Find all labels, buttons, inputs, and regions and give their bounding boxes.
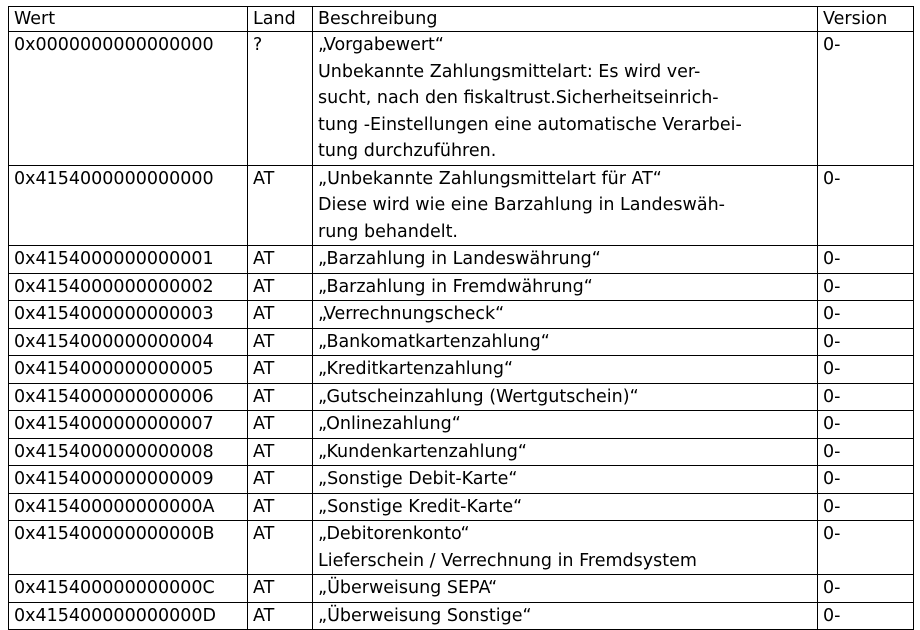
table-row bbox=[9, 273, 914, 301]
cell-wert: 0x4154000000000004 bbox=[9, 328, 248, 356]
cell-version: 0- bbox=[818, 273, 914, 301]
table-row bbox=[9, 165, 914, 246]
description-line: tung -Einstellungen eine automatische Verarbei- bbox=[318, 114, 742, 135]
cell-land: AT bbox=[248, 602, 313, 630]
cell-version: 0- bbox=[818, 466, 914, 494]
cell-land: AT bbox=[248, 575, 313, 603]
description-line: tung durchzuführen. bbox=[318, 141, 497, 161]
cell-land: AT bbox=[248, 328, 313, 356]
description-line: Diese wird wie eine Barzahlung in Landeswäh- bbox=[318, 195, 725, 215]
cell-wert: 0x0000000000000000 bbox=[9, 32, 248, 166]
description-line: „Bankomatkartenzahlung“ bbox=[318, 331, 550, 352]
cell-land: AT bbox=[248, 246, 313, 274]
description-line: „Verrechnungscheck“ bbox=[318, 304, 505, 324]
table-row bbox=[9, 575, 914, 603]
cell-beschreibung bbox=[313, 246, 818, 274]
description-line: „Vorgabewert“ bbox=[318, 35, 444, 55]
cell-land: AT bbox=[248, 383, 313, 411]
cell-wert: 0x4154000000000007 bbox=[9, 411, 248, 439]
table-row bbox=[9, 356, 914, 384]
column-header-beschreibung: Beschreibung bbox=[313, 7, 818, 32]
description-line: „Überweisung Sonstige“ bbox=[318, 605, 532, 626]
table-row bbox=[9, 602, 914, 630]
cell-beschreibung bbox=[313, 602, 818, 630]
cell-wert: 0x4154000000000000 bbox=[9, 165, 248, 246]
description-line: „Kundenkartenzahlung“ bbox=[318, 441, 527, 462]
cell-wert: 0x415400000000000A bbox=[9, 493, 248, 521]
cell-land: AT bbox=[248, 493, 313, 521]
table-row bbox=[9, 493, 914, 521]
description-line: Unbekannte Zahlungsmittelart: Es wird ver- bbox=[318, 61, 701, 82]
cell-land: AT bbox=[248, 438, 313, 466]
cell-beschreibung bbox=[313, 301, 818, 329]
cell-beschreibung bbox=[313, 575, 818, 603]
cell-land: AT bbox=[248, 301, 313, 329]
description-line: „Barzahlung in Fremdwährung“ bbox=[318, 276, 593, 297]
table-body bbox=[9, 32, 914, 630]
cell-version: 0- bbox=[818, 32, 914, 166]
column-header-wert: Wert bbox=[9, 7, 248, 32]
cell-land: AT bbox=[248, 165, 313, 246]
table-row bbox=[9, 383, 914, 411]
description-line: „Barzahlung in Landeswährung“ bbox=[318, 249, 601, 269]
cell-land: ? bbox=[248, 32, 313, 166]
cell-land: AT bbox=[248, 356, 313, 384]
cell-beschreibung bbox=[313, 273, 818, 301]
description-line: Lieferschein / Verrechnung in Fremdsystem bbox=[318, 550, 697, 571]
cell-version: 0- bbox=[818, 328, 914, 356]
cell-wert: 0x4154000000000005 bbox=[9, 356, 248, 384]
cell-version: 0- bbox=[818, 411, 914, 439]
description-line: „Sonstige Debit-Karte“ bbox=[318, 469, 518, 489]
cell-beschreibung bbox=[313, 165, 818, 246]
cell-version: 0- bbox=[818, 575, 914, 603]
description-line: „Unbekannte Zahlungsmittelart für AT“ bbox=[318, 168, 662, 189]
description-line: sucht, nach den fiskaltrust.Sicherheitseinrich- bbox=[318, 88, 719, 108]
description-line: rung behandelt. bbox=[318, 221, 458, 242]
description-line: „Onlinezahlung“ bbox=[318, 414, 461, 434]
cell-version: 0- bbox=[818, 165, 914, 246]
cell-version: 0- bbox=[818, 383, 914, 411]
cell-wert: 0x4154000000000001 bbox=[9, 246, 248, 274]
description-line: „Sonstige Kredit-Karte“ bbox=[318, 496, 523, 517]
cell-version: 0- bbox=[818, 521, 914, 575]
table-row bbox=[9, 466, 914, 494]
description-line: „Gutscheinzahlung (Wertgutschein)“ bbox=[318, 386, 639, 407]
description-line: „Kreditkartenzahlung“ bbox=[318, 359, 514, 379]
cell-version: 0- bbox=[818, 602, 914, 630]
cell-beschreibung bbox=[313, 356, 818, 384]
table-header-row bbox=[9, 7, 914, 32]
column-header-version: Version bbox=[818, 7, 914, 32]
cell-version: 0- bbox=[818, 301, 914, 329]
payment-type-table bbox=[8, 6, 914, 630]
table-row bbox=[9, 411, 914, 439]
table-row bbox=[9, 32, 914, 166]
cell-wert: 0x415400000000000D bbox=[9, 602, 248, 630]
cell-version: 0- bbox=[818, 438, 914, 466]
cell-beschreibung bbox=[313, 32, 818, 166]
cell-wert: 0x415400000000000C bbox=[9, 575, 248, 603]
cell-beschreibung bbox=[313, 521, 818, 575]
cell-version: 0- bbox=[818, 246, 914, 274]
cell-wert: 0x4154000000000002 bbox=[9, 273, 248, 301]
cell-version: 0- bbox=[818, 493, 914, 521]
description-line: „Überweisung SEPA“ bbox=[318, 578, 498, 598]
cell-land: AT bbox=[248, 411, 313, 439]
cell-wert: 0x4154000000000009 bbox=[9, 466, 248, 494]
table-row bbox=[9, 521, 914, 575]
cell-wert: 0x4154000000000008 bbox=[9, 438, 248, 466]
table-row bbox=[9, 438, 914, 466]
cell-wert: 0x415400000000000B bbox=[9, 521, 248, 575]
cell-land: AT bbox=[248, 273, 313, 301]
table-row bbox=[9, 328, 914, 356]
cell-beschreibung bbox=[313, 466, 818, 494]
cell-beschreibung bbox=[313, 328, 818, 356]
cell-beschreibung bbox=[313, 493, 818, 521]
table-row bbox=[9, 301, 914, 329]
cell-version: 0- bbox=[818, 356, 914, 384]
description-line: „Debitorenkonto“ bbox=[318, 524, 470, 544]
cell-beschreibung bbox=[313, 411, 818, 439]
column-header-land: Land bbox=[248, 7, 313, 32]
cell-land: AT bbox=[248, 466, 313, 494]
cell-wert: 0x4154000000000006 bbox=[9, 383, 248, 411]
cell-beschreibung bbox=[313, 383, 818, 411]
cell-beschreibung bbox=[313, 438, 818, 466]
table-row bbox=[9, 246, 914, 274]
cell-wert: 0x4154000000000003 bbox=[9, 301, 248, 329]
cell-land: AT bbox=[248, 521, 313, 575]
